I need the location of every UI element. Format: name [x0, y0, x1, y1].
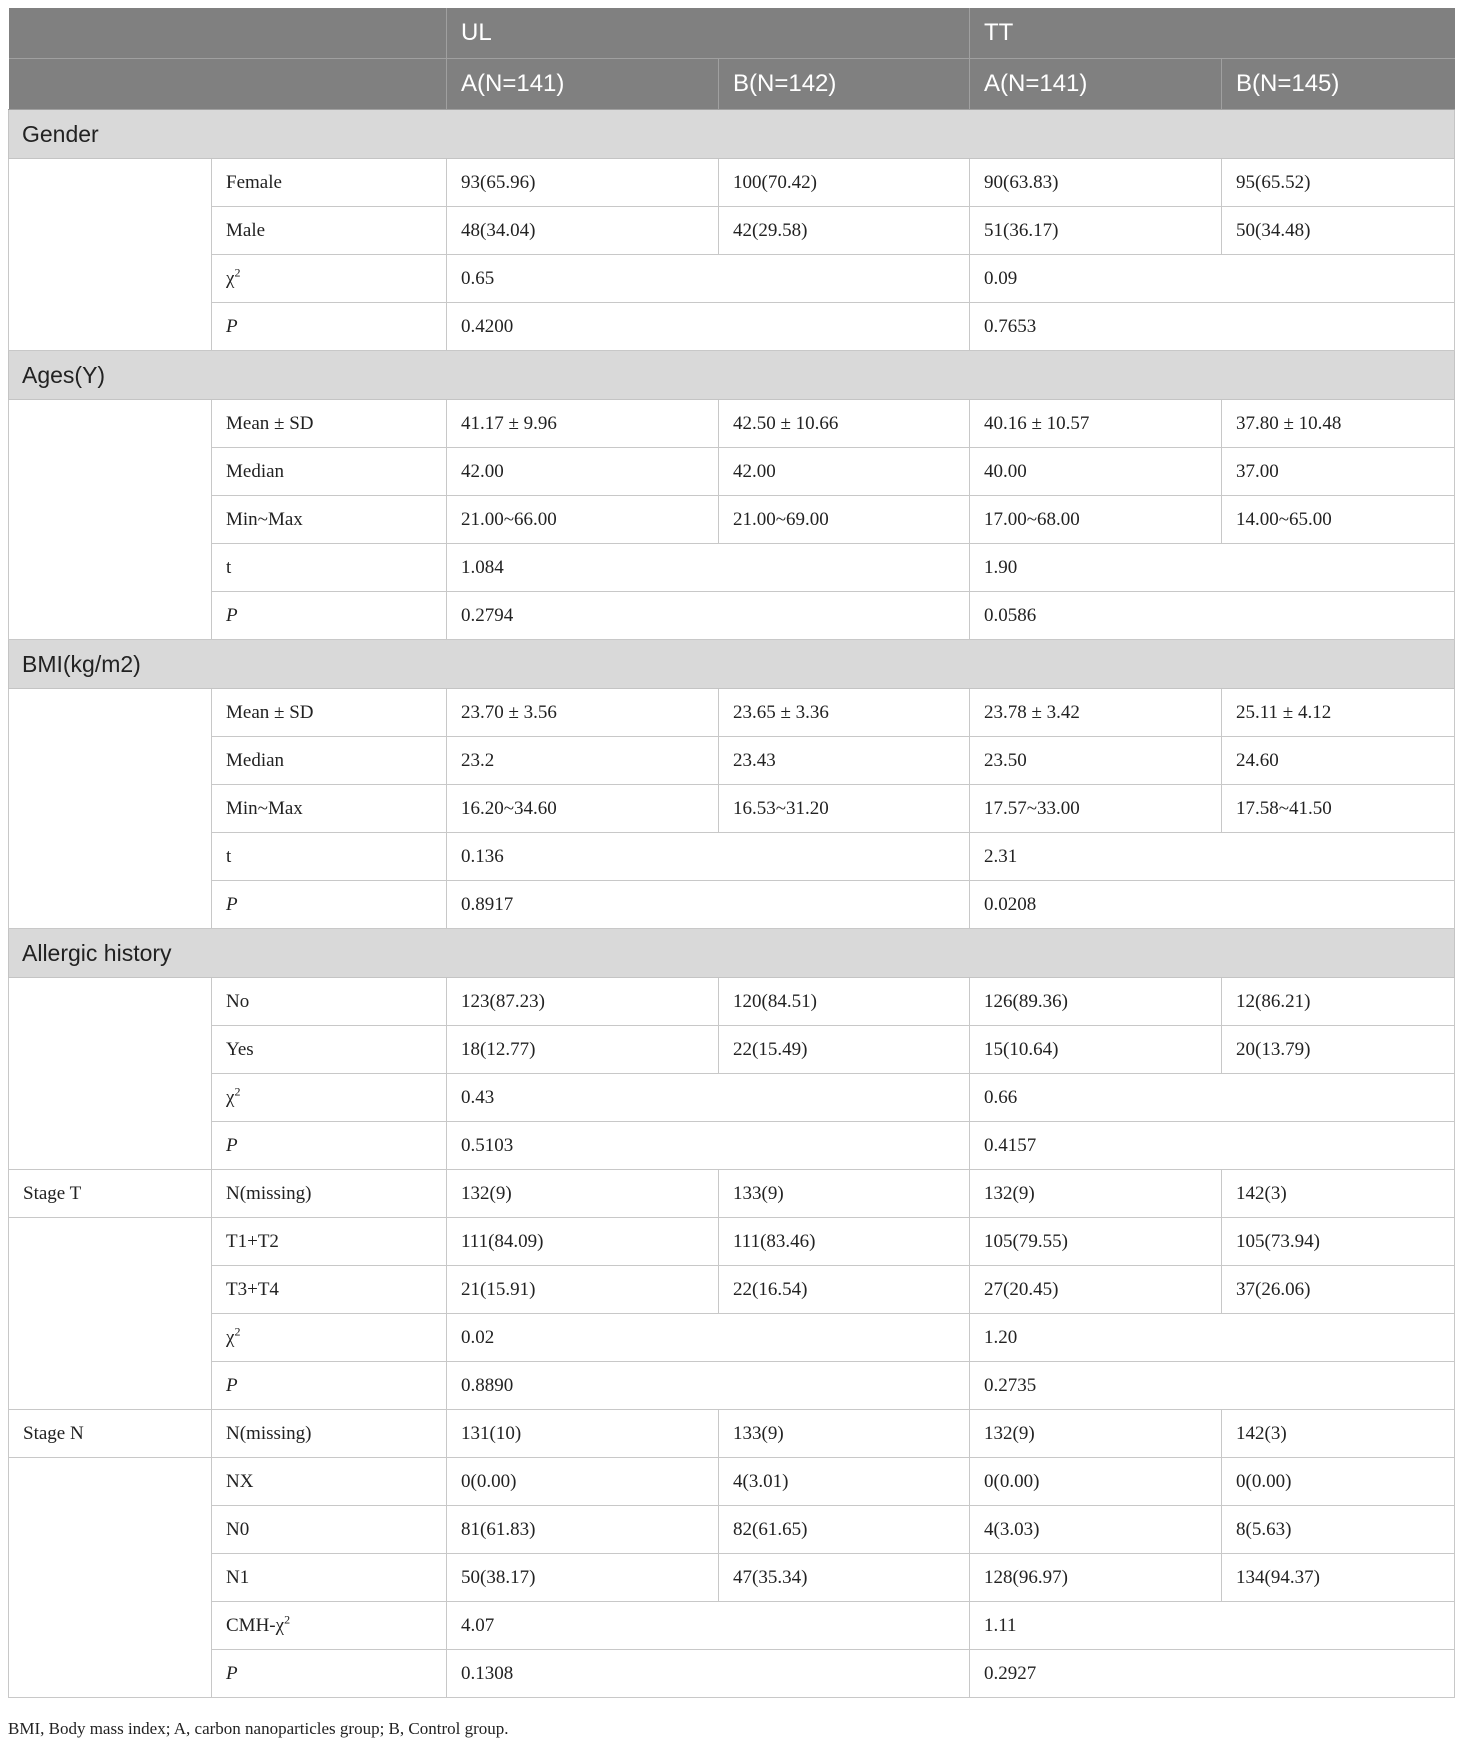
- cell: 37(26.06): [1222, 1266, 1455, 1314]
- blank-cell: [9, 1218, 212, 1410]
- cell: 25.11 ± 4.12: [1222, 689, 1455, 737]
- cell: 50(34.48): [1222, 207, 1455, 255]
- table-row: [9, 978, 1455, 1026]
- row-label: P: [212, 1650, 447, 1698]
- cell: 0.09: [970, 255, 1455, 303]
- table-row: [9, 689, 1455, 737]
- cell: 8(5.63): [1222, 1506, 1455, 1554]
- table-row: [9, 1650, 1455, 1698]
- cell: 133(9): [719, 1170, 970, 1218]
- cell: 37.80 ± 10.48: [1222, 400, 1455, 448]
- chi-symbol: χ: [226, 267, 235, 289]
- table-row: [9, 1122, 1455, 1170]
- cell: 22(16.54): [719, 1266, 970, 1314]
- blank-cell: [9, 978, 212, 1170]
- cell: 4(3.01): [719, 1458, 970, 1506]
- row-label: N(missing): [212, 1170, 447, 1218]
- table-row: [9, 1554, 1455, 1602]
- cell: 21(15.91): [447, 1266, 719, 1314]
- cell: 1.084: [447, 544, 970, 592]
- row-label: Min~Max: [212, 496, 447, 544]
- table-row: [9, 833, 1455, 881]
- cell: 41.17 ± 9.96: [447, 400, 719, 448]
- cell: 27(20.45): [970, 1266, 1222, 1314]
- cell: 0.2735: [970, 1362, 1455, 1410]
- cell: 23.2: [447, 737, 719, 785]
- row-label: T3+T4: [212, 1266, 447, 1314]
- row-label: N0: [212, 1506, 447, 1554]
- row-label: t: [212, 833, 447, 881]
- table-row: [9, 785, 1455, 833]
- cell: 105(73.94): [1222, 1218, 1455, 1266]
- cell: 0.136: [447, 833, 970, 881]
- row-label: [212, 255, 447, 303]
- cell: 20(13.79): [1222, 1026, 1455, 1074]
- row-label: T1+T2: [212, 1218, 447, 1266]
- superscript: 2: [234, 1324, 241, 1339]
- cell: 1.11: [970, 1602, 1455, 1650]
- header-row-subgroups: [9, 59, 1455, 110]
- section-title: Gender: [9, 110, 1455, 159]
- cell: 16.53~31.20: [719, 785, 970, 833]
- row-label: [212, 1074, 447, 1122]
- section-label-stage-t: Stage T: [9, 1170, 212, 1218]
- superscript: 2: [234, 265, 241, 280]
- baseline-characteristics-table: [8, 8, 1455, 1698]
- cell: 4.07: [447, 1602, 970, 1650]
- table-row: [9, 1602, 1455, 1650]
- blank-cell: [9, 689, 212, 929]
- cell: 0.7653: [970, 303, 1455, 351]
- table-wrapper: [8, 8, 1454, 1698]
- table-footnote: BMI, Body mass index; A, carbon nanoparticles group; B, Control group.: [8, 1719, 509, 1738]
- cell: 1.20: [970, 1314, 1455, 1362]
- section-label-stage-n: Stage N: [9, 1410, 212, 1458]
- cell: 40.16 ± 10.57: [970, 400, 1222, 448]
- table-row: [9, 737, 1455, 785]
- cell: 42(29.58): [719, 207, 970, 255]
- cell: 50(38.17): [447, 1554, 719, 1602]
- blank-cell: [9, 400, 212, 640]
- row-label: [212, 1314, 447, 1362]
- header-ul: UL: [447, 8, 970, 59]
- cell: 120(84.51): [719, 978, 970, 1026]
- row-label: P: [212, 1362, 447, 1410]
- table-row: [9, 400, 1455, 448]
- cell: 142(3): [1222, 1410, 1455, 1458]
- header-ul-a: A(N=141): [447, 59, 719, 110]
- cell: 15(10.64): [970, 1026, 1222, 1074]
- header-empty-2: [9, 59, 447, 110]
- cell: 18(12.77): [447, 1026, 719, 1074]
- cell: 21.00~69.00: [719, 496, 970, 544]
- cell: 132(9): [970, 1170, 1222, 1218]
- table-row: [9, 1314, 1455, 1362]
- table-row: [9, 1506, 1455, 1554]
- blank-cell: [9, 159, 212, 351]
- header-tt-b: B(N=145): [1222, 59, 1455, 110]
- cell: 0(0.00): [447, 1458, 719, 1506]
- table-row: [9, 1170, 1455, 1218]
- cell: 0.5103: [447, 1122, 970, 1170]
- cell: 23.65 ± 3.36: [719, 689, 970, 737]
- cell: 111(84.09): [447, 1218, 719, 1266]
- cell: 0.2794: [447, 592, 970, 640]
- chi-symbol: χ: [226, 1086, 235, 1108]
- section-ages: [9, 351, 1455, 400]
- cell: 131(10): [447, 1410, 719, 1458]
- cell: 40.00: [970, 448, 1222, 496]
- row-label: P: [212, 881, 447, 929]
- cell: 17.58~41.50: [1222, 785, 1455, 833]
- table-row: [9, 207, 1455, 255]
- table-row: [9, 303, 1455, 351]
- cell: 21.00~66.00: [447, 496, 719, 544]
- table-row: [9, 881, 1455, 929]
- header-tt-a: A(N=141): [970, 59, 1222, 110]
- cell: 0.8890: [447, 1362, 970, 1410]
- table-row: [9, 1458, 1455, 1506]
- table-row: [9, 448, 1455, 496]
- table-row: [9, 544, 1455, 592]
- table-row: [9, 1362, 1455, 1410]
- cell: 93(65.96): [447, 159, 719, 207]
- cell: 0(0.00): [970, 1458, 1222, 1506]
- table-row: [9, 1074, 1455, 1122]
- cell: 0.02: [447, 1314, 970, 1362]
- cell: 126(89.36): [970, 978, 1222, 1026]
- header-ul-b: B(N=142): [719, 59, 970, 110]
- table-row: [9, 1218, 1455, 1266]
- cell: 23.50: [970, 737, 1222, 785]
- cell: 100(70.42): [719, 159, 970, 207]
- cell: 23.70 ± 3.56: [447, 689, 719, 737]
- cell: 133(9): [719, 1410, 970, 1458]
- table-row: [9, 255, 1455, 303]
- cell: 1.90: [970, 544, 1455, 592]
- cell: 0.66: [970, 1074, 1455, 1122]
- section-title: BMI(kg/m2): [9, 640, 1455, 689]
- row-label: N1: [212, 1554, 447, 1602]
- cell: 14.00~65.00: [1222, 496, 1455, 544]
- row-label: Mean ± SD: [212, 400, 447, 448]
- table-row: [9, 592, 1455, 640]
- header-row-groups: [9, 8, 1455, 59]
- row-label: Median: [212, 448, 447, 496]
- cell: 4(3.03): [970, 1506, 1222, 1554]
- table-row: [9, 496, 1455, 544]
- cell: 42.00: [447, 448, 719, 496]
- row-label: NX: [212, 1458, 447, 1506]
- table-row: [9, 1410, 1455, 1458]
- section-title: Allergic history: [9, 929, 1455, 978]
- cell: 0.0208: [970, 881, 1455, 929]
- cell: 23.43: [719, 737, 970, 785]
- cell: 22(15.49): [719, 1026, 970, 1074]
- table-row: [9, 159, 1455, 207]
- row-label: Yes: [212, 1026, 447, 1074]
- cell: 24.60: [1222, 737, 1455, 785]
- cell: 132(9): [970, 1410, 1222, 1458]
- cell: 48(34.04): [447, 207, 719, 255]
- cell: 134(94.37): [1222, 1554, 1455, 1602]
- cell: 0.1308: [447, 1650, 970, 1698]
- row-label: Mean ± SD: [212, 689, 447, 737]
- chi-symbol: χ: [226, 1326, 235, 1348]
- cell: 2.31: [970, 833, 1455, 881]
- header-tt: TT: [970, 8, 1455, 59]
- row-label: Min~Max: [212, 785, 447, 833]
- cell: 42.50 ± 10.66: [719, 400, 970, 448]
- header-empty: [9, 8, 447, 59]
- superscript: 2: [234, 1084, 241, 1099]
- cell: 17.00~68.00: [970, 496, 1222, 544]
- cell: 16.20~34.60: [447, 785, 719, 833]
- cell: 0.43: [447, 1074, 970, 1122]
- cell: 0.2927: [970, 1650, 1455, 1698]
- cell: 0.4200: [447, 303, 970, 351]
- section-title: Ages(Y): [9, 351, 1455, 400]
- table-row: [9, 1266, 1455, 1314]
- row-label: P: [212, 592, 447, 640]
- row-label: t: [212, 544, 447, 592]
- row-label: No: [212, 978, 447, 1026]
- cell: 111(83.46): [719, 1218, 970, 1266]
- cell: 142(3): [1222, 1170, 1455, 1218]
- cell: 82(61.65): [719, 1506, 970, 1554]
- cell: 37.00: [1222, 448, 1455, 496]
- cmh-chi-symbol: CMH-χ: [226, 1614, 285, 1636]
- cell: 105(79.55): [970, 1218, 1222, 1266]
- row-label: [212, 1602, 447, 1650]
- cell: 17.57~33.00: [970, 785, 1222, 833]
- cell: 95(65.52): [1222, 159, 1455, 207]
- cell: 47(35.34): [719, 1554, 970, 1602]
- cell: 0.8917: [447, 881, 970, 929]
- superscript: 2: [284, 1612, 291, 1627]
- section-gender: [9, 110, 1455, 159]
- blank-cell: [9, 1458, 212, 1698]
- row-label: P: [212, 1122, 447, 1170]
- row-label: Female: [212, 159, 447, 207]
- cell: 128(96.97): [970, 1554, 1222, 1602]
- section-allergic: [9, 929, 1455, 978]
- cell: 0.0586: [970, 592, 1455, 640]
- cell: 0.4157: [970, 1122, 1455, 1170]
- cell: 51(36.17): [970, 207, 1222, 255]
- cell: 0.65: [447, 255, 970, 303]
- cell: 0(0.00): [1222, 1458, 1455, 1506]
- row-label: N(missing): [212, 1410, 447, 1458]
- cell: 42.00: [719, 448, 970, 496]
- cell: 23.78 ± 3.42: [970, 689, 1222, 737]
- table-row: [9, 1026, 1455, 1074]
- section-bmi: [9, 640, 1455, 689]
- cell: 81(61.83): [447, 1506, 719, 1554]
- row-label: P: [212, 303, 447, 351]
- cell: 123(87.23): [447, 978, 719, 1026]
- row-label: Male: [212, 207, 447, 255]
- row-label: Median: [212, 737, 447, 785]
- cell: 132(9): [447, 1170, 719, 1218]
- cell: 90(63.83): [970, 159, 1222, 207]
- cell: 12(86.21): [1222, 978, 1455, 1026]
